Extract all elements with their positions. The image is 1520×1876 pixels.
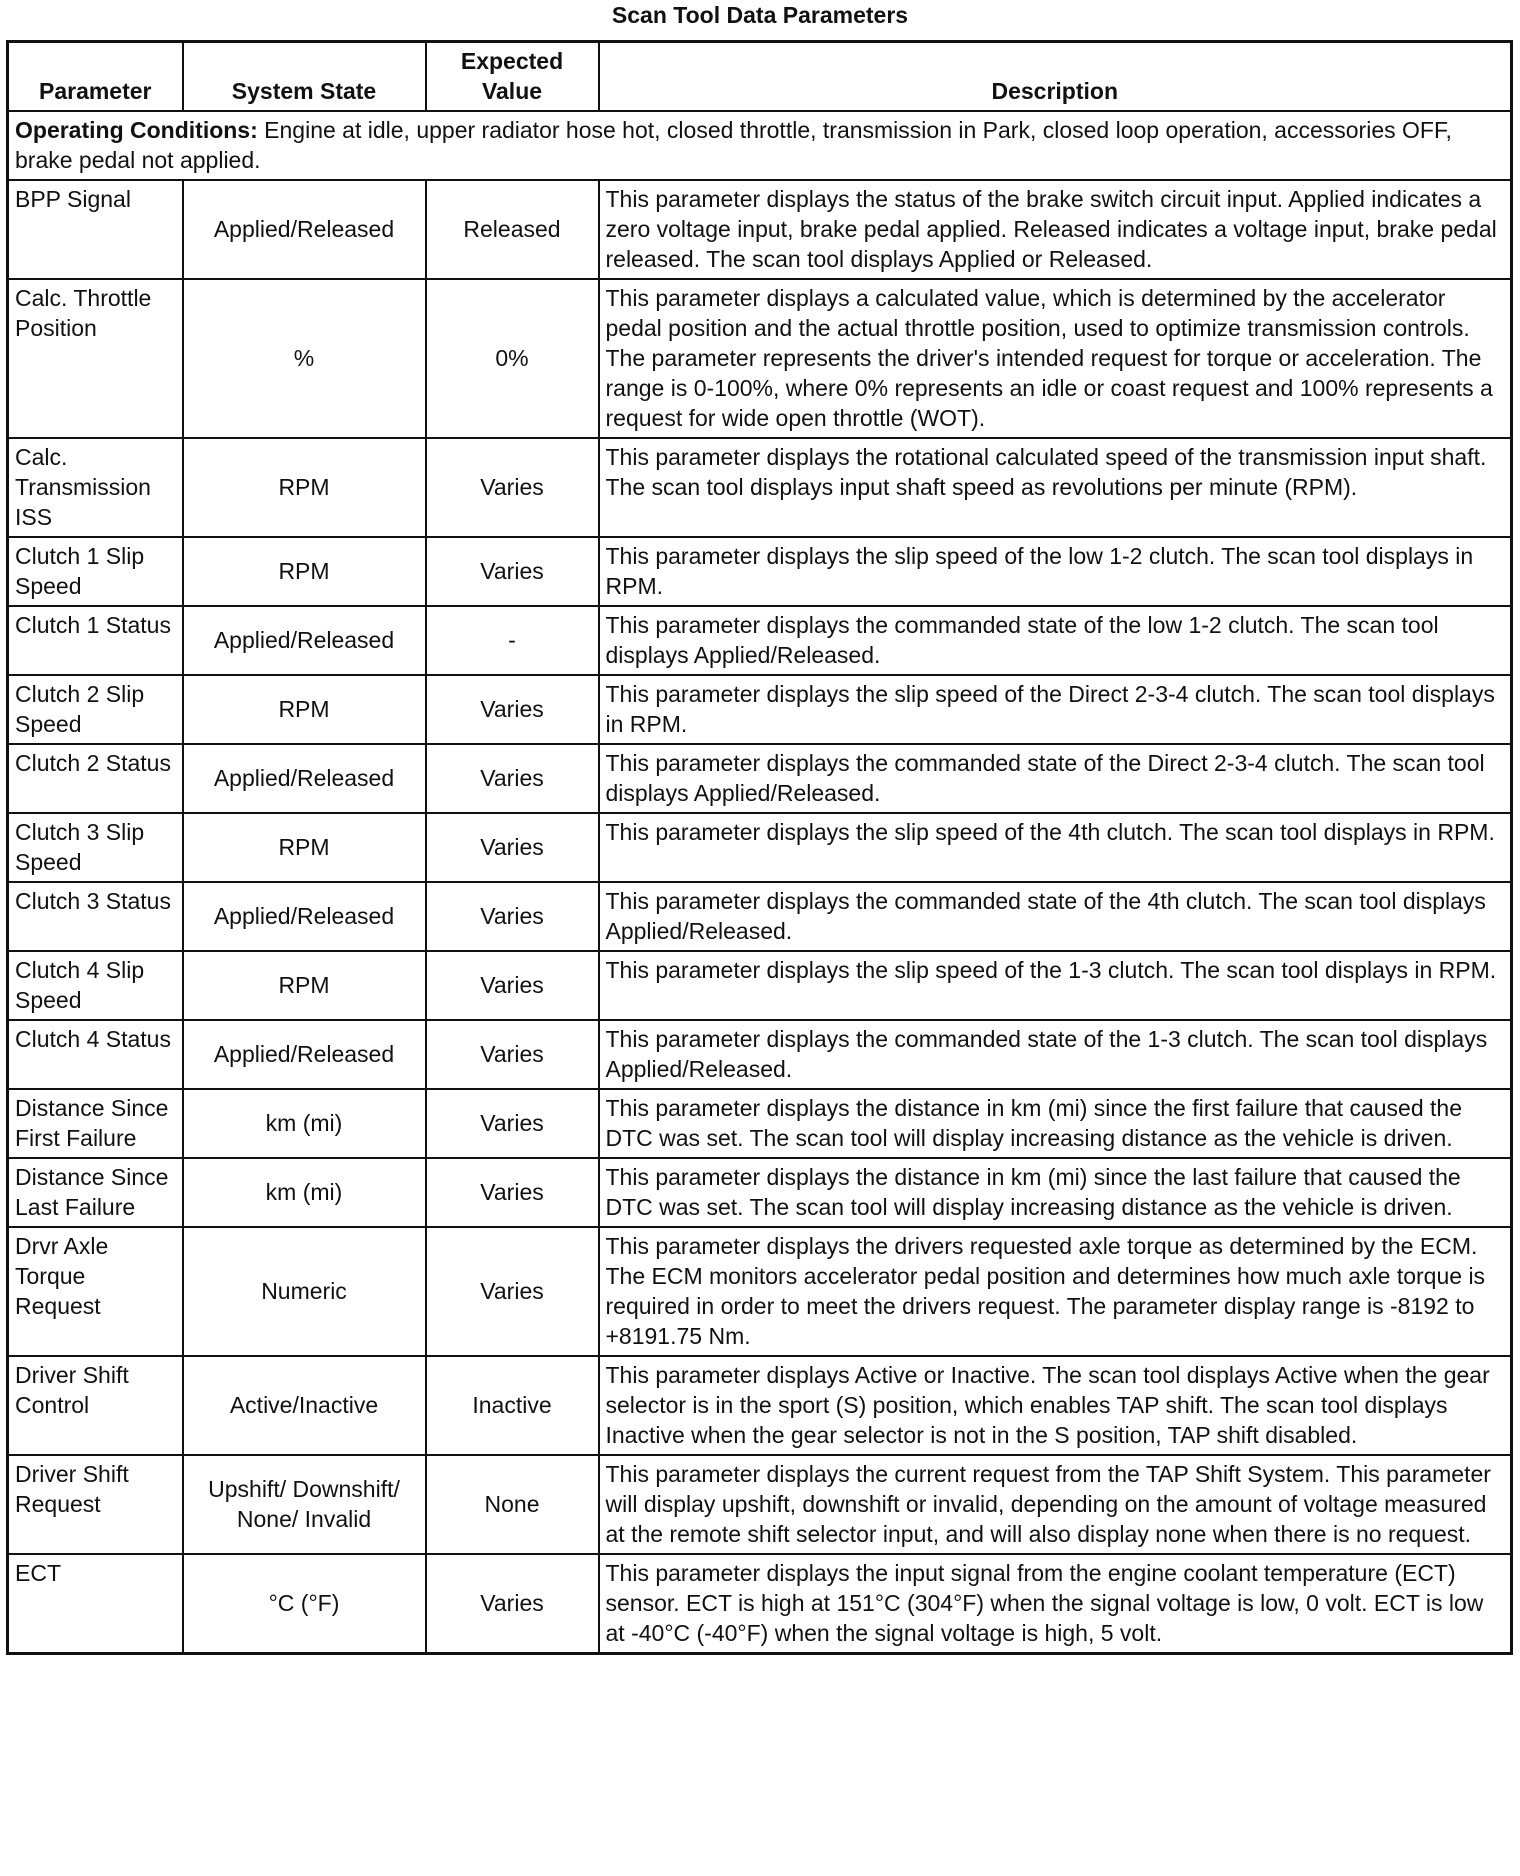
description-cell: This parameter displays the commanded state of the 1-3 clutch. The scan tool displays Applied/Released. bbox=[599, 1020, 1512, 1089]
table-row bbox=[8, 813, 1512, 882]
system-state-cell: Applied/Released bbox=[183, 744, 426, 813]
table-row bbox=[8, 1554, 1512, 1654]
system-state-cell: km (mi) bbox=[183, 1158, 426, 1227]
expected-value-cell: Varies bbox=[426, 537, 599, 606]
table-row bbox=[8, 1089, 1512, 1158]
parameter-cell: Clutch 2 Slip Speed bbox=[8, 675, 183, 744]
description-cell: This parameter displays the distance in km (mi) since the last failure that caused the DTC was set. The scan tool will display increasing distance as the vehicle is driven. bbox=[599, 1158, 1512, 1227]
expected-value-cell: Varies bbox=[426, 438, 599, 537]
table-row bbox=[8, 1020, 1512, 1089]
table-row bbox=[8, 1356, 1512, 1455]
system-state-cell: RPM bbox=[183, 675, 426, 744]
table-row bbox=[8, 279, 1512, 438]
operating-conditions-row bbox=[8, 111, 1512, 180]
operating-conditions-text: Engine at idle, upper radiator hose hot, closed throttle, transmission in Park, closed loop operation, accessories OFF, brake pedal not applied. bbox=[15, 117, 1452, 173]
expected-value-cell: None bbox=[426, 1455, 599, 1554]
expected-value-cell: Varies bbox=[426, 1554, 599, 1654]
header-description: Description bbox=[599, 42, 1512, 112]
parameter-cell: Driver Shift Control bbox=[8, 1356, 183, 1455]
parameter-cell: Clutch 4 Slip Speed bbox=[8, 951, 183, 1020]
parameter-cell: Calc. Throttle Position bbox=[8, 279, 183, 438]
description-cell: This parameter displays the slip speed of the 4th clutch. The scan tool displays in RPM. bbox=[599, 813, 1512, 882]
system-state-cell: °C (°F) bbox=[183, 1554, 426, 1654]
table-row bbox=[8, 438, 1512, 537]
expected-value-cell: Varies bbox=[426, 675, 599, 744]
table-row bbox=[8, 744, 1512, 813]
description-cell: This parameter displays the distance in km (mi) since the first failure that caused the DTC was set. The scan tool will display increasing distance as the vehicle is driven. bbox=[599, 1089, 1512, 1158]
expected-value-cell: - bbox=[426, 606, 599, 675]
parameter-cell: BPP Signal bbox=[8, 180, 183, 279]
parameter-cell: Clutch 2 Status bbox=[8, 744, 183, 813]
system-state-cell: RPM bbox=[183, 813, 426, 882]
parameter-cell: Distance Since Last Failure bbox=[8, 1158, 183, 1227]
scan-tool-data-table bbox=[6, 40, 1513, 1655]
expected-value-cell: Varies bbox=[426, 882, 599, 951]
description-cell: This parameter displays the current request from the TAP Shift System. This parameter will display upshift, downshift or invalid, depending on the amount of voltage measured at the remote shift selector input, and will also display none when there is no request. bbox=[599, 1455, 1512, 1554]
system-state-cell: Applied/Released bbox=[183, 606, 426, 675]
header-expected-value: Expected Value bbox=[426, 42, 599, 112]
table-row bbox=[8, 882, 1512, 951]
description-cell: This parameter displays Active or Inactive. The scan tool displays Active when the gear selector is in the sport (S) position, which enables TAP shift. The scan tool displays Inactive when the gear selector is not in the S position, TAP shift disabled. bbox=[599, 1356, 1512, 1455]
system-state-cell: Applied/Released bbox=[183, 180, 426, 279]
operating-conditions-label: Operating Conditions: bbox=[15, 117, 258, 143]
expected-value-cell: Inactive bbox=[426, 1356, 599, 1455]
parameter-cell: Clutch 3 Status bbox=[8, 882, 183, 951]
description-cell: This parameter displays the commanded state of the low 1-2 clutch. The scan tool displays Applied/Released. bbox=[599, 606, 1512, 675]
header-parameter: Parameter bbox=[8, 42, 183, 112]
system-state-cell: Active/Inactive bbox=[183, 1356, 426, 1455]
system-state-cell: Upshift/ Downshift/ None/ Invalid bbox=[183, 1455, 426, 1554]
expected-value-cell: Varies bbox=[426, 744, 599, 813]
table-row bbox=[8, 180, 1512, 279]
expected-value-cell: Varies bbox=[426, 1158, 599, 1227]
parameter-cell: Clutch 1 Status bbox=[8, 606, 183, 675]
expected-value-cell: Varies bbox=[426, 951, 599, 1020]
expected-value-cell: Varies bbox=[426, 1227, 599, 1356]
parameter-cell: Driver Shift Request bbox=[8, 1455, 183, 1554]
description-cell: This parameter displays the status of the brake switch circuit input. Applied indicates a zero voltage input, brake pedal applied. Released indicates a voltage input, brake pedal released. The scan tool displays Applied or Released. bbox=[599, 180, 1512, 279]
parameter-cell: Clutch 3 Slip Speed bbox=[8, 813, 183, 882]
header-row bbox=[8, 42, 1512, 112]
description-cell: This parameter displays the input signal from the engine coolant temperature (ECT) sensor. ECT is high at 151°C (304°F) when the signal voltage is low, 0 volt. ECT is low at -40°C (-40°F) when the signal voltage is high, 5 volt. bbox=[599, 1554, 1512, 1654]
system-state-cell: Numeric bbox=[183, 1227, 426, 1356]
parameter-cell: Clutch 4 Status bbox=[8, 1020, 183, 1089]
description-cell: This parameter displays the slip speed of the 1-3 clutch. The scan tool displays in RPM. bbox=[599, 951, 1512, 1020]
parameter-cell: Distance Since First Failure bbox=[8, 1089, 183, 1158]
system-state-cell: RPM bbox=[183, 951, 426, 1020]
parameter-cell: ECT bbox=[8, 1554, 183, 1654]
table-row bbox=[8, 1227, 1512, 1356]
description-cell: This parameter displays the commanded state of the 4th clutch. The scan tool displays Applied/Released. bbox=[599, 882, 1512, 951]
system-state-cell: Applied/Released bbox=[183, 1020, 426, 1089]
description-cell: This parameter displays the slip speed of the low 1-2 clutch. The scan tool displays in RPM. bbox=[599, 537, 1512, 606]
system-state-cell: km (mi) bbox=[183, 1089, 426, 1158]
table-row bbox=[8, 1158, 1512, 1227]
table-row bbox=[8, 1455, 1512, 1554]
description-cell: This parameter displays a calculated value, which is determined by the accelerator pedal position and the actual throttle position, used to optimize transmission controls. The parameter represents the driver's intended request for torque or acceleration. The range is 0-100%, where 0% represents an idle or coast request and 100% represents a request for wide open throttle (WOT). bbox=[599, 279, 1512, 438]
page-title: Scan Tool Data Parameters bbox=[611, 2, 909, 28]
expected-value-cell: 0% bbox=[426, 279, 599, 438]
operating-conditions bbox=[8, 111, 1512, 180]
parameter-cell: Calc. Transmission ISS bbox=[8, 438, 183, 537]
description-cell: This parameter displays the slip speed of the Direct 2-3-4 clutch. The scan tool displays in RPM. bbox=[599, 675, 1512, 744]
table-row bbox=[8, 606, 1512, 675]
table-row bbox=[8, 537, 1512, 606]
description-cell: This parameter displays the rotational calculated speed of the transmission input shaft. The scan tool displays input shaft speed as revolutions per minute (RPM). bbox=[599, 438, 1512, 537]
description-cell: This parameter displays the drivers requested axle torque as determined by the ECM. The ECM monitors accelerator pedal position and determines how much axle torque is required in order to meet the drivers request. The parameter display range is -8192 to +8191.75 Nm. bbox=[599, 1227, 1512, 1356]
system-state-cell: % bbox=[183, 279, 426, 438]
header-system-state: System State bbox=[183, 42, 426, 112]
description-cell: This parameter displays the commanded state of the Direct 2-3-4 clutch. The scan tool displays Applied/Released. bbox=[599, 744, 1512, 813]
system-state-cell: Applied/Released bbox=[183, 882, 426, 951]
expected-value-cell: Varies bbox=[426, 1020, 599, 1089]
table-row bbox=[8, 951, 1512, 1020]
expected-value-cell: Varies bbox=[426, 813, 599, 882]
parameter-cell: Drvr Axle Torque Request bbox=[8, 1227, 183, 1356]
system-state-cell: RPM bbox=[183, 438, 426, 537]
expected-value-cell: Varies bbox=[426, 1089, 599, 1158]
parameter-cell: Clutch 1 Slip Speed bbox=[8, 537, 183, 606]
expected-value-cell: Released bbox=[426, 180, 599, 279]
system-state-cell: RPM bbox=[183, 537, 426, 606]
table-row bbox=[8, 675, 1512, 744]
